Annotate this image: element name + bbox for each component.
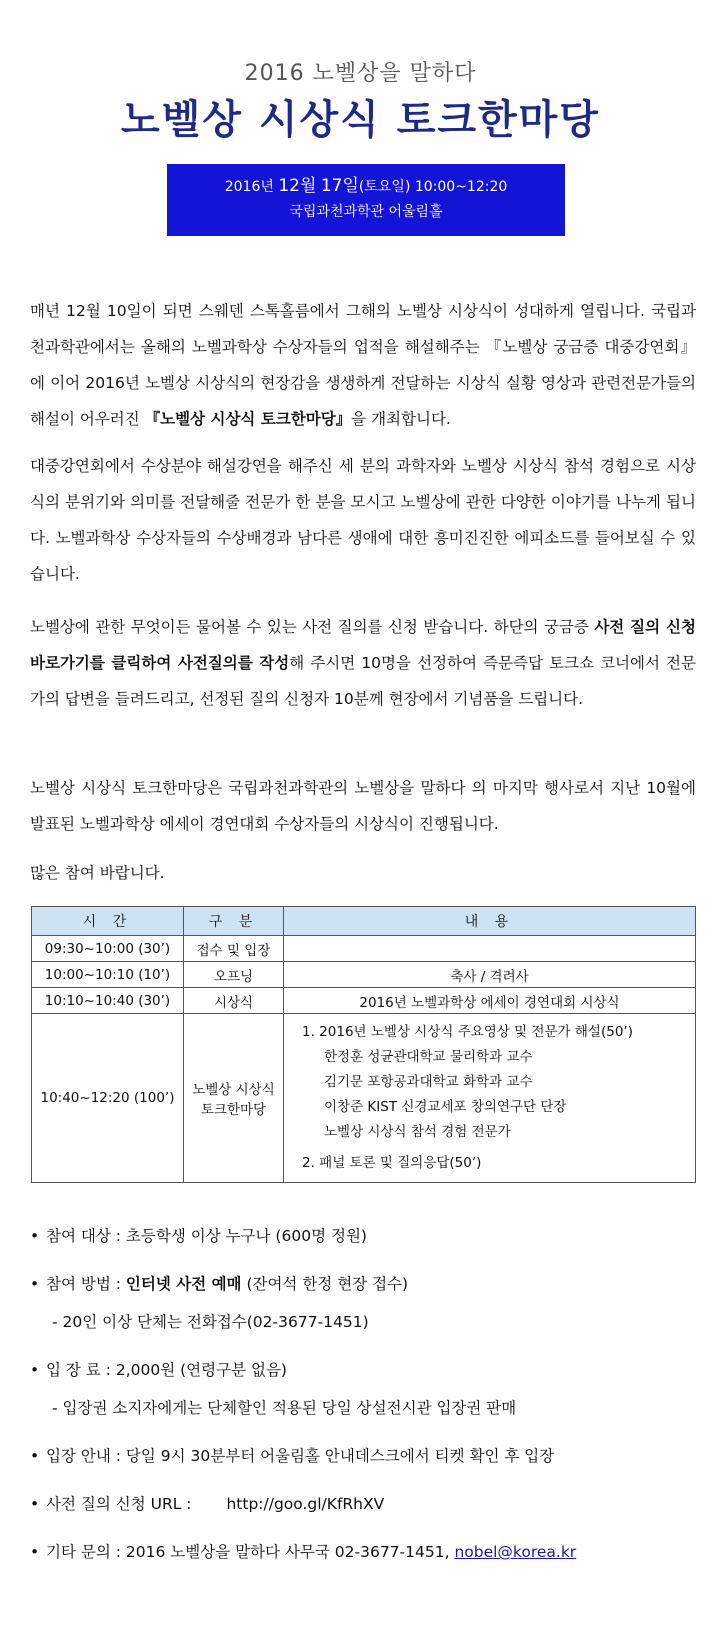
speaker-3: 이창준 KIST 신경교세포 창의연구단 단장 — [324, 1099, 567, 1115]
info-entry: 입장 안내 : 당일 9시 30분부터 어울림홀 안내데스크에서 티켓 확인 후 입장 — [46, 1447, 555, 1465]
date-year: 2016년 — [224, 179, 274, 195]
paragraph-intro-event-name: 『노벨상 시상식 토크한마당』 — [144, 410, 352, 428]
row-category: 접수 및 입장 — [184, 936, 284, 962]
paragraph-closing: 많은 참여 바랍니다. — [30, 864, 165, 882]
contact-email-link[interactable]: nobel@korea.kr — [454, 1543, 577, 1561]
date-venue-box — [167, 164, 565, 236]
bullet-icon: • — [30, 1543, 40, 1561]
row-category-line1: 노벨상 시상식 — [192, 1082, 275, 1098]
row-category: 시상식 — [184, 988, 284, 1014]
table-row-main — [32, 1014, 696, 1183]
paragraph-question-emphasis: 사전 질의 신청 바로가기를 클릭하여 사전질의를 작성 — [30, 618, 696, 672]
bullet-icon: • — [30, 1447, 40, 1465]
info-method-sub: - 20인 이상 단체는 전화접수(02-3677-1451) — [52, 1313, 369, 1331]
paragraph-intro-end: 을 개최합니다. — [351, 410, 451, 428]
paragraph-intro-text: 매년 12월 10일이 되면 스웨덴 스톡홀름에서 그해의 노벨상 시상식이 성대하게 열립니다. 국립과천과학관에서는 올해의 노벨과학상 수상자들의 업적을 해설해주는 『노벨상 궁금증 대중강연회』에 이어 2016년 노벨상 시상식의 현장감을 생생하게 전달하는 시상식 실황 영상과 관련전문가들의 해설이 어우러진 — [30, 302, 696, 428]
table-row — [32, 936, 696, 962]
row-content: 2016년 노벨과학상 에세이 경연대회 시상식 — [284, 988, 696, 1014]
paragraph-question — [30, 609, 696, 717]
row-time: 09:30~10:00 (30’) — [32, 936, 184, 962]
list-item — [30, 1538, 696, 1566]
date-day: 17일 — [320, 176, 359, 196]
list-item — [30, 1222, 696, 1250]
speaker-2: 김기문 포항공과대학교 화학과 교수 — [324, 1074, 533, 1090]
row-category: 오프닝 — [184, 962, 284, 988]
row-time: 10:40~12:20 (100’) — [32, 1014, 184, 1183]
program-item-1: 1. 2016년 노벨상 시상식 주요영상 및 전문가 해설(50’) — [302, 1024, 633, 1040]
info-target: 참여 대상 : 초등학생 이상 누구나 (600명 정원) — [46, 1227, 367, 1245]
bullet-icon: • — [30, 1361, 40, 1379]
paragraph-lecture: 대중강연회에서 수상분야 해설강연을 해주신 세 분의 과학자와 노벨상 시상식 참석 경험으로 시상식의 분위기와 의미를 전달해줄 전문가 한 분을 모시고 노벨상에 관한 다양한 이야기를 나누게 됩니다. 노벨과학상 수상자들의 수상배경과 남다른 생애에 대한 흥미진진한 에피소드를 들어보실 수 있습니다. — [30, 457, 696, 583]
event-subtitle: 2016 노벨상을 말하다 — [244, 61, 477, 86]
list-item — [30, 1356, 696, 1422]
paragraph-question-end: 해 주시면 10명을 선정하여 즉문즉답 토크쇼 코너에서 전문가의 답변을 들려드리고, 선정된 질의 신청자 10분께 현장에서 기념품을 드립니다. — [30, 654, 696, 708]
bullet-icon: • — [30, 1227, 40, 1245]
list-item — [30, 1442, 696, 1470]
schedule-header-row — [32, 907, 696, 936]
paragraph-ceremony: 노벨상 시상식 토크한마당은 국립과천과학관의 노벨상을 말하다 의 마지막 행사로서 지난 10월에 발표된 노벨과학상 에세이 경연대회 수상자들의 시상식이 진행됩니다. — [30, 779, 696, 833]
row-content — [284, 1014, 696, 1183]
event-title: 노벨상 시상식 토크한마당 — [121, 97, 600, 143]
info-url-label: 사전 질의 신청 URL : — [46, 1495, 192, 1513]
schedule-table — [31, 906, 696, 1183]
table-row — [32, 988, 696, 1014]
row-time: 10:10~10:40 (30’) — [32, 988, 184, 1014]
bullet-icon: • — [30, 1495, 40, 1513]
info-method-note: (잔여석 한정 현장 접수) — [241, 1275, 409, 1293]
date-time: 10:00~12:20 — [414, 179, 508, 195]
row-category-line2: 토크한마당 — [200, 1102, 267, 1118]
header-content: 내 용 — [284, 907, 696, 936]
row-category — [184, 1014, 284, 1183]
date-weekday: (토요일) — [358, 179, 411, 195]
list-item — [30, 1490, 696, 1518]
row-content: 축사 / 격려사 — [284, 962, 696, 988]
question-url-link[interactable]: http://goo.gl/KfRhXV — [226, 1495, 385, 1513]
info-method-label: 참여 방법 : — [46, 1275, 126, 1293]
event-date — [167, 175, 565, 198]
speaker-4: 노벨상 시상식 참석 경험 전문가 — [324, 1124, 511, 1140]
header-time: 시 간 — [32, 907, 184, 936]
table-row — [32, 962, 696, 988]
date-month: 12월 — [278, 176, 317, 196]
row-content — [284, 936, 696, 962]
event-venue: 국립과천과학관 어울림홀 — [289, 204, 443, 220]
info-contact: 기타 문의 : 2016 노벨상을 말하다 사무국 02-3677-1451, — [46, 1543, 455, 1561]
row-time: 10:00~10:10 (10’) — [32, 962, 184, 988]
speaker-1: 한정훈 성균관대학교 물리학과 교수 — [324, 1049, 533, 1065]
info-fee: 입 장 료 : 2,000원 (연령구분 없음) — [46, 1361, 287, 1379]
info-fee-sub: - 입장권 소지자에게는 단체할인 적용된 당일 상설전시관 입장권 판매 — [52, 1399, 517, 1417]
paragraph-intro — [30, 293, 696, 437]
bullet-icon: • — [30, 1275, 40, 1293]
list-item — [30, 1270, 696, 1336]
info-method-bold: 인터넷 사전 예매 — [125, 1275, 242, 1293]
header-category: 구 분 — [184, 907, 284, 936]
paragraph-question-text: 노벨상에 관한 무엇이든 물어볼 수 있는 사전 질의를 신청 받습니다. 하단의 궁금증 — [30, 618, 595, 636]
program-item-2: 2. 패널 토론 및 질의응답(50’) — [302, 1155, 482, 1171]
info-list — [30, 1222, 696, 1586]
